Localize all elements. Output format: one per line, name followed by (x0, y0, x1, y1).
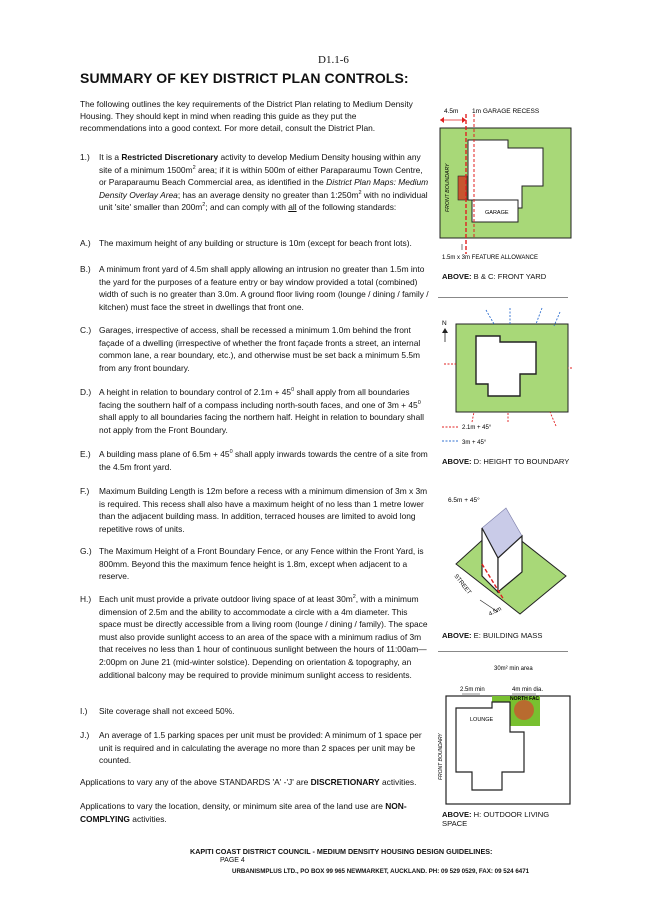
item-a-text: The maximum height of any building or structure is 10m (except for beach front lots). (99, 238, 412, 248)
item-g-text: The Maximum Height of a Front Boundary Fence, or any Fence within the Front Yard, is 800mm. Beyond this the maximum fence height is 1.8m, except when adjacent to a reserve. (99, 546, 424, 582)
north-label: N (442, 320, 447, 327)
dia-label: 4m min dia. (512, 687, 544, 693)
north-arrowhead (442, 328, 448, 333)
dim-left-label: 4.5m (444, 108, 459, 115)
item-d-text: A height in relation to boundary control of $2.1m + 45^0$ shall apply from all boundaries facing the southern half of a compass including north-south faces, and one of $3m + 45^0$ shall apply to all boundaries facing the northern half. Height in relation to boundary shall not apply from the Front Boundary. (99, 387, 424, 435)
item-h (80, 593, 432, 681)
dim-label: 4.5m (488, 606, 503, 618)
intro-paragraph: The following outlines the key requirements of the District Plan relating to Medium Density Housing. They should kept in mind when reading this guide as they put the recommendations into a good context. For more detail, consult the District Plan. (80, 99, 413, 133)
building-mass-diagram (438, 492, 573, 624)
item-b (80, 263, 432, 313)
item-g-label: G.) (80, 546, 92, 556)
item-h-text: Each unit must provide a private outdoor living space of at least $30m^2$, with a minimum dimension of 2.5m and the ability to accommodate a circle with a 4m diameter. This space must be directly accessible from a living room (lounge / dining / family). The space must also provide sunlight access to an area of the space with a minimum radius of 3m that receives no less than 1 hour of continuous sunlight between the hours of 11:00am—2:00pm on June 21 (mid-winter solstice). Depending on orientation & topography, an additional balcony may be required to provide minimum sunlight access to residents. (99, 594, 428, 680)
applications-non-complying: Applications to vary the location, density, or minimum site area of the land use are NON-COMPLYING activities. (80, 801, 407, 824)
dim-right-label: 1m GARAGE RECESS (472, 108, 540, 115)
item-f-text: Maximum Building Length is 12m before a recess with a minimum dimension of 3m x 3m is required. This recess shall also have a maximum height of no less than 1 metre lower than the adjacent building mass. In addition, terraced houses are limited to avoid long repetitive rows of units. (99, 486, 428, 534)
page-title: SUMMARY OF KEY DISTRICT PLAN CONTROLS: (80, 70, 409, 86)
item-c (80, 324, 432, 374)
item-g (80, 545, 432, 583)
front-boundary-label: FRONT BOUNDARY (438, 733, 444, 780)
arrowhead (440, 117, 444, 123)
applications-discretionary: Applications to vary any of the above STANDARDS 'A' -'J' are DISCRETIONARY activities. (80, 777, 417, 787)
item-1 (80, 151, 432, 214)
item-h-label: H.) (80, 594, 92, 604)
item-f-label: F.) (80, 486, 90, 496)
fig3-caption: ABOVE: E: BUILDING MASS (442, 631, 543, 640)
north-face-label: NORTH FAC (510, 696, 540, 702)
page-code: D1.1-6 (318, 54, 349, 66)
legend-blue-label: 3m + 45° (462, 440, 487, 446)
item-j-label: J.) (80, 730, 90, 740)
item-e-label: E.) (80, 449, 91, 459)
item-e-text: A building mass plane of $6.5m + 45^0$ shall apply inwards towards the centre of a site from the 4.5m front yard. (99, 449, 428, 472)
feature-allowance-label: 1.5m x 3m FEATURE ALLOWANCE (442, 255, 539, 261)
fig4-caption: ABOVE: H: OUTDOOR LIVING SPACE (442, 810, 550, 828)
height-to-boundary-diagram (438, 302, 573, 454)
item-b-text: A minimum front yard of 4.5m shall apply allowing an intrusion no greater than 1.5m into the yard for the purposes of a feature entry or bay window provided a total (combined) width of such is no greater than 3.0m. A ground floor living room (lounge / dining / family / kitchen) must face the street in dwellings that front one. (99, 264, 429, 312)
item-j-text: An average of 1.5 parking spaces per unit must be provided: A minimum of 1 space per unit is required and in calculating the average no more than 2 spaces per unit may be counted. (99, 730, 422, 766)
item-i-label: I.) (80, 706, 88, 716)
item-i (80, 705, 432, 718)
item-d-label: D.) (80, 387, 92, 397)
item-1-label: 1.) (80, 152, 90, 162)
item-f (80, 485, 432, 535)
divider (438, 297, 568, 298)
footer-title: KAPITI COAST DISTRICT COUNCIL - MEDIUM DENSITY HOUSING DESIGN GUIDELINES: (190, 847, 493, 856)
sun-circle (514, 700, 534, 720)
lounge-label: LOUNGE (470, 717, 494, 723)
item-c-label: C.) (80, 325, 92, 335)
item-j (80, 729, 432, 767)
front-yard-diagram (438, 104, 573, 264)
plane-label: 6.5m + 45° (448, 497, 480, 504)
item-a-label: A.) (80, 238, 91, 248)
blue-arrows (486, 308, 560, 326)
front-boundary-label: FRONT BOUNDARY (445, 163, 451, 212)
fig1-caption: ABOVE: B & C: FRONT YARD (442, 272, 547, 281)
area-label: 30m² min area (494, 666, 533, 672)
item-b-label: B.) (80, 264, 91, 274)
footer-contact: URBANISMPLUS LTD., PO BOX 99 965 NEWMARKET, AUCKLAND. PH: 09 529 0529, FAX: 09 524 6471 (232, 868, 530, 875)
item-e (80, 448, 432, 473)
street-label: STREET (452, 573, 472, 596)
footer-page: PAGE 4 (220, 857, 245, 864)
divider (438, 651, 568, 652)
garage-label: GARAGE (485, 210, 509, 216)
item-a (80, 237, 432, 250)
outdoor-living-diagram (432, 662, 572, 806)
item-c-text: Garages, irrespective of access, shall be recessed a minimum 1.0m behind the front façade of a dwelling (irrespective of whether the front façade fronts a street, an internal common lane, a rear boundary, etc.), and otherwise must be set back a minimum 5.5m from any front boundary. (99, 325, 421, 373)
item-1-text: It is a Restricted Discretionary activity to develop Medium Density housing within any site of a minimum $1500m^2$ area; if it is within 500m of either Paraparaumu Town Centre, or Paraparaumu Beach Commercial area, as identified in the District Plan Maps: Medium Density Overlay Area; has an average density no greater than $1:250m^2$ with no individual unit 'site' smaller than $200m^2$; and can comply with all of the following standards: (99, 152, 429, 213)
item-i-text: Site coverage shall not exceed 50%. (99, 706, 235, 716)
min-label: 2.5m min (460, 687, 485, 693)
legend-red-label: 2.1m + 45° (462, 425, 492, 431)
fig2-caption: ABOVE: D: HEIGHT TO BOUNDARY (442, 457, 570, 466)
item-d (80, 386, 432, 436)
